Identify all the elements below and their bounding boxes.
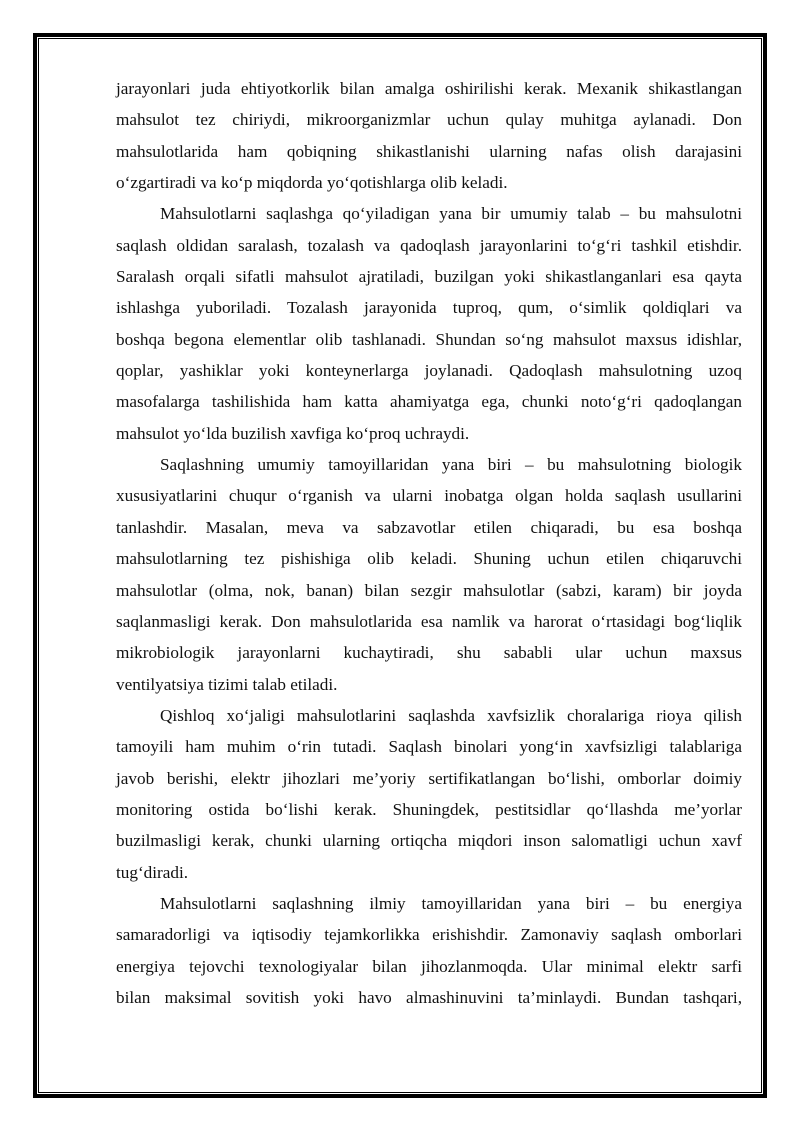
text-line: Saralash orqali sifatli mahsulot ajratiladi, buzilgan yoki shikastlanganlari esa qayta: [116, 267, 742, 287]
text-line: jarayonlari juda ehtiyotkorlik bilan amalga oshirilishi kerak. Mexanik shikastlangan: [116, 79, 742, 98]
text-line: qoplar, yashiklar yoki konteynerlarga joylanadi. Qadoqlash mahsulotning uzoq: [116, 361, 742, 381]
text-line: Saqlashning umumiy tamoyillaridan yana biri – bu mahsulotning biologik: [160, 455, 742, 475]
text-line: bilan maksimal sovitish yoki havo almashinuvini ta’minlaydi. Bundan tashqari,: [116, 987, 742, 1007]
text-line: saqlash oldidan saralash, tozalash va qadoqlash jarayonlarini to‘g‘ri tashkil etishdir.: [116, 235, 742, 255]
text-line: o‘zgartiradi va ko‘p miqdorda yo‘qotishlarga olib keladi.: [116, 173, 508, 193]
text-line: Mahsulotlarni saqlashga qo‘yiladigan yana bir umumiy talab – bu mahsulotni: [160, 204, 742, 224]
text-line: mikrobiologik jarayonlarni kuchaytiradi, shu sababli ular uchun maxsus: [116, 643, 742, 663]
text-line: energiya tejovchi texnologiyalar bilan jihozlanmoqda. Ular minimal elektr sarfi: [116, 956, 742, 976]
text-line: ventilyatsiya tizimi talab etiladi.: [116, 674, 338, 694]
text-line: masofalarga tashilishida ham katta ahamiyatga ega, chunki noto‘g‘ri qadoqlangan: [116, 392, 742, 412]
text-line: ishlashga yuboriladi. Tozalash jarayonida tuproq, qum, o‘simlik qoldiqlari va: [116, 298, 742, 318]
text-line: tanlashdir. Masalan, meva va sabzavotlar etilen chiqaradi, bu esa boshqa: [116, 517, 742, 537]
text-line: Mahsulotlarni saqlashning ilmiy tamoyillaridan yana biri – bu energiya: [160, 893, 742, 913]
text-line: tug‘diradi.: [116, 862, 189, 882]
text-line: mahsulot tez chiriydi, mikroorganizmlar uchun qulay muhitga aylanadi. Don: [116, 110, 742, 130]
text-line: buzilmasligi kerak, chunki ularning ortiqcha miqdori inson salomatligi uchun xavf: [116, 831, 742, 851]
text-line: mahsulotlarida ham qobiqning shikastlanishi ularning nafas olish darajasini: [116, 141, 742, 161]
text-line: samaradorligi va iqtisodiy tejamkorlikka erishishdir. Zamonaviy saqlash omborlari: [116, 925, 742, 945]
text-line: xususiyatlarini chuqur o‘rganish va ularni inobatga olgan holda saqlash usullarini: [116, 486, 742, 506]
text-line: javob berishi, elektr jihozlari me’yoriy sertifikatlangan bo‘lishi, omborlar doimiy: [116, 768, 742, 788]
text-line: Qishloq xo‘jaligi mahsulotlarini saqlashda xavfsizlik choralariga rioya qilish: [160, 705, 742, 725]
text-line: tamoyili ham muhim o‘rin tutadi. Saqlash binolari yong‘in xavfsizligi talablariga: [116, 737, 742, 757]
text-line: mahsulotlar (olma, nok, banan) bilan sezgir mahsulotlar (sabzi, karam) bir joyda: [116, 580, 742, 600]
text-line: saqlanmasligi kerak. Don mahsulotlarida esa namlik va harorat o‘rtasidagi bog‘liqlik: [116, 611, 742, 631]
document-body: [116, 73, 742, 1013]
text-line: mahsulotlarning tez pishishiga olib keladi. Shuning uchun etilen chiqaruvchi: [116, 549, 742, 569]
text-line: boshqa begona elementlar olib tashlanadi. Shundan so‘ng mahsulot maxsus idishlar,: [116, 329, 742, 349]
text-line: monitoring ostida bo‘lishi kerak. Shuningdek, pestitsidlar qo‘llashda me’yorlar: [116, 799, 742, 819]
text-line: mahsulot yo‘lda buzilish xavfiga ko‘proq uchraydi.: [116, 423, 470, 443]
